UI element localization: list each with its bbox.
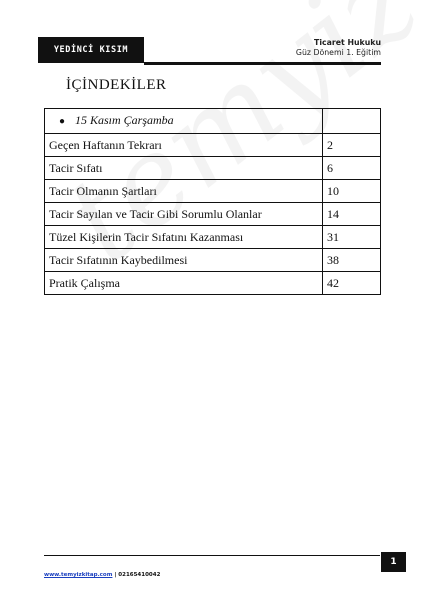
toc-entry-title[interactable]: Tacir Olmanın Şartları xyxy=(45,180,323,203)
toc-entry-page: 10 xyxy=(323,180,381,203)
toc-session-row xyxy=(45,109,381,134)
section-badge xyxy=(38,37,144,63)
bullet-icon: ● xyxy=(59,116,66,127)
session-label: 15 Kasım Çarşamba xyxy=(75,113,174,127)
toc-entry-title[interactable]: Pratik Çalışma xyxy=(45,272,323,295)
course-term: Güz Dönemi 1. Eğitim xyxy=(295,48,381,57)
session-page-cell xyxy=(323,109,381,134)
section-label: YEDİNCİ KISIM xyxy=(53,45,129,55)
footer-contact xyxy=(44,572,160,578)
toc-entry-page: 42 xyxy=(323,272,381,295)
toc-entry-title[interactable]: Tacir Sıfatı xyxy=(45,157,323,180)
toc-entry-page: 38 xyxy=(323,249,381,272)
toc-entry-page: 6 xyxy=(323,157,381,180)
toc-row[interactable] xyxy=(45,203,381,226)
toc-row[interactable] xyxy=(45,249,381,272)
footer-separator: | xyxy=(114,572,117,578)
toc-entry-page: 14 xyxy=(323,203,381,226)
footer-divider xyxy=(44,555,380,556)
toc-row[interactable] xyxy=(45,134,381,157)
course-subject: Ticaret Hukuku xyxy=(314,38,381,47)
toc-entry-title[interactable]: Geçen Haftanın Tekrarı xyxy=(45,134,323,157)
toc-table xyxy=(44,108,381,295)
toc-row[interactable] xyxy=(45,157,381,180)
website-link[interactable]: www.temyizkitap.com xyxy=(44,572,113,578)
page-number-badge xyxy=(381,552,406,572)
toc-entry-page: 31 xyxy=(323,226,381,249)
toc-entry-title[interactable]: Tüzel Kişilerin Tacir Sıfatını Kazanması xyxy=(45,226,323,249)
phone-number: 02165410042 xyxy=(118,572,161,578)
header-meta xyxy=(296,38,381,58)
toc-entry-title[interactable]: Tacir Sayılan ve Tacir Gibi Sorumlu Olanlar xyxy=(45,203,323,226)
header-divider xyxy=(144,62,381,65)
toc-row[interactable] xyxy=(45,272,381,295)
toc-row[interactable] xyxy=(45,180,381,203)
toc-entry-page: 2 xyxy=(323,134,381,157)
session-cell xyxy=(45,109,323,134)
toc-title: İÇİNDEKİLER xyxy=(66,77,167,93)
page-number: 1 xyxy=(390,557,397,567)
toc-entry-title[interactable]: Tacir Sıfatının Kaybedilmesi xyxy=(45,249,323,272)
toc-row[interactable] xyxy=(45,226,381,249)
